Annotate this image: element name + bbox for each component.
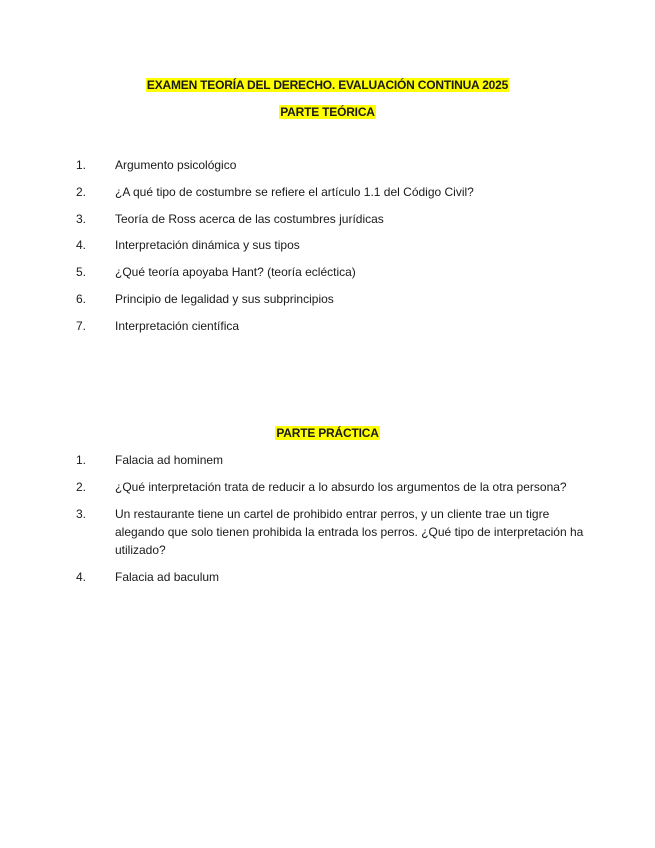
item-number: 1.	[76, 158, 87, 172]
item-text: ¿A qué tipo de costumbre se refiere el artículo 1.1 del Código Civil?	[115, 184, 474, 199]
item-number: 3.	[76, 507, 87, 521]
item-number: 7.	[76, 318, 87, 333]
list-item	[76, 568, 596, 586]
item-text: Argumento psicológico	[115, 158, 237, 172]
list-item	[76, 451, 596, 469]
list-item	[76, 317, 596, 344]
item-number: 6.	[76, 291, 87, 306]
item-text: ¿Qué interpretación trata de reducir a lo absurdo los argumentos de la otra persona?	[115, 480, 567, 494]
list-item	[76, 290, 596, 317]
item-number: 2.	[76, 480, 87, 494]
item-text: Un restaurante tiene un cartel de prohibido entrar perros, y un cliente trae un tigre alegando que solo tienen prohibida la entrada los perros. ¿Qué tipo de interpretación ha utilizado?	[115, 507, 584, 557]
exam-title-text: EXAMEN TEORÍA DEL DERECHO. EVALUACIÓN CONTINUA 2025	[146, 78, 509, 92]
item-number: 1.	[76, 453, 87, 467]
list-item	[76, 156, 596, 183]
exam-title	[0, 77, 655, 93]
list-item	[76, 183, 596, 210]
item-text: Interpretación dinámica y sus tipos	[115, 238, 300, 253]
list-item	[76, 505, 596, 559]
theory-question-list	[76, 156, 596, 344]
item-number: 4.	[76, 570, 87, 584]
list-item	[76, 210, 596, 237]
practice-heading	[0, 425, 655, 441]
item-number: 4.	[76, 238, 87, 253]
item-text: Interpretación científica	[115, 318, 240, 333]
item-text: Falacia ad hominem	[115, 453, 224, 467]
list-item	[76, 236, 596, 263]
list-item	[76, 263, 596, 290]
list-item	[76, 478, 596, 496]
practice-heading-text: PARTE PRÁCTICA	[276, 426, 379, 440]
item-number: 2.	[76, 184, 87, 199]
practice-question-list	[76, 451, 596, 595]
item-number: 5.	[76, 265, 87, 280]
item-number: 3.	[76, 211, 87, 226]
item-text: Principio de legalidad y sus subprincipios	[115, 291, 334, 306]
item-text: ¿Qué teoría apoyaba Hant? (teoría ecléctica)	[115, 265, 356, 280]
item-text: Teoría de Ross acerca de las costumbres jurídicas	[115, 211, 384, 226]
theory-heading-text: PARTE TEÓRICA	[280, 105, 375, 119]
item-text: Falacia ad baculum	[115, 570, 220, 584]
theory-heading	[0, 104, 655, 120]
